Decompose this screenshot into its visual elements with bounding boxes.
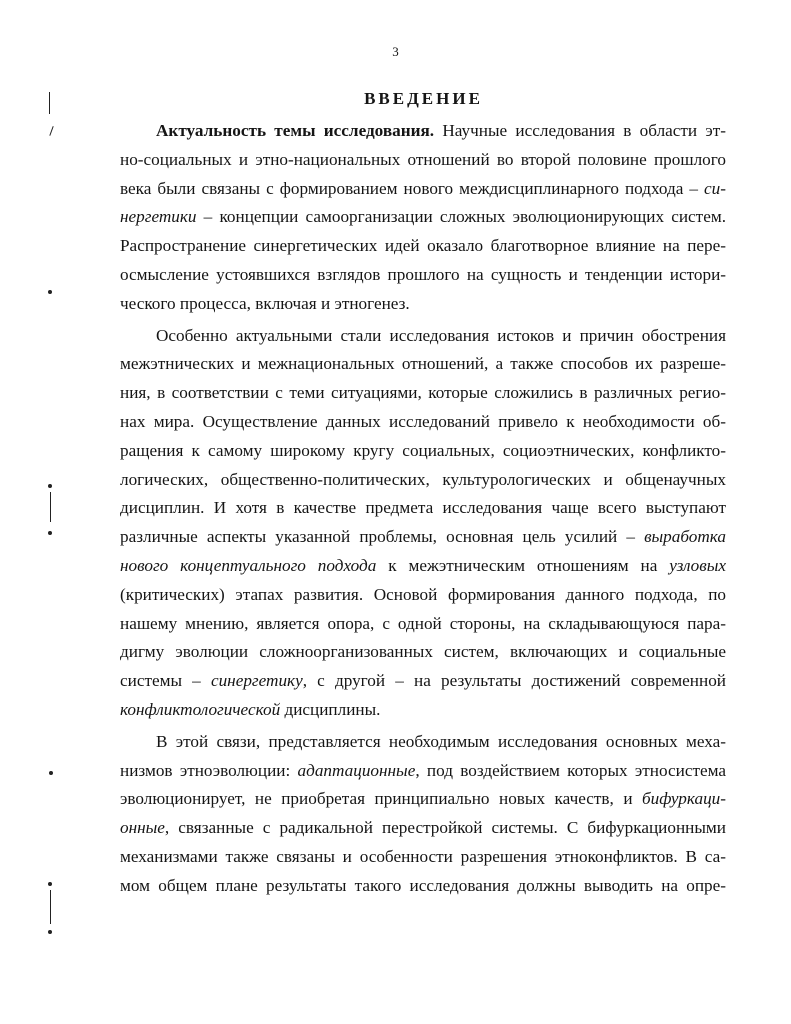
text-line <box>120 610 726 639</box>
text-run: дигму эволюции сложноорганизованных систем, включающих и социальные <box>120 642 726 662</box>
text-run: логических, общественно-политических, культурологических и общенаучных <box>120 469 726 489</box>
scan-mark <box>49 126 54 136</box>
text-run: , с другой – на результаты достижений современной <box>302 671 726 691</box>
text-run: – концепции самоорганизации сложных эволюционирующих систем. <box>196 207 726 227</box>
emphasis-text: узловых <box>669 555 726 575</box>
text-line <box>120 814 726 843</box>
text-line <box>120 117 726 146</box>
text-line <box>120 494 726 523</box>
emphasis-text: выработка <box>644 527 726 547</box>
text-line <box>120 667 726 696</box>
text-line <box>120 203 726 232</box>
text-line <box>120 872 726 901</box>
text-run: Особенно актуальными стали исследования истоков и причин обострения <box>156 325 726 345</box>
text-run: эволюционирует, не приобретая принципиально новых качеств, и <box>120 789 643 809</box>
emphasis-text: нового концептуального подхода <box>120 555 377 575</box>
text-run: века были связаны с формированием нового междисциплинарного подхода – <box>120 178 705 198</box>
text-run: мом общем плане результаты такого исследования должны выводить на опре- <box>120 875 726 895</box>
text-run: нах мира. Осуществление данных исследований привело к необходимости об- <box>120 411 726 431</box>
text-line <box>120 146 726 175</box>
text-run: дисциплины. <box>280 699 381 719</box>
text-line <box>120 322 726 351</box>
text-line <box>120 552 726 581</box>
text-run: ния, в соответствии с теми ситуациями, которые сложились в различных регио- <box>120 383 726 403</box>
body-text <box>120 117 726 901</box>
emphasis-text: онные <box>120 818 165 838</box>
scan-dot <box>48 290 52 294</box>
text-line <box>120 785 726 814</box>
text-run: дисциплин. И хотя в качестве предмета исследования чаще всего выступают <box>120 498 726 518</box>
scan-mark <box>49 92 50 114</box>
text-line <box>120 175 726 204</box>
emphasis-text: си- <box>704 178 726 198</box>
text-line <box>120 350 726 379</box>
emphasis-text: синергетику <box>210 671 303 691</box>
text-line <box>120 696 726 725</box>
text-run: межэтнических и межнациональных отношений, а также способов их разреше- <box>120 354 726 374</box>
text-line <box>120 379 726 408</box>
text-run: Научные исследования в области эт- <box>434 121 726 140</box>
text-line <box>120 290 726 319</box>
text-run: Распространение синергетических идей оказало благотворное влияние на пере- <box>120 236 726 256</box>
text-line <box>120 757 726 786</box>
text-run: ческого процесса, включая и этногенез. <box>120 293 410 313</box>
scan-mark <box>50 492 51 522</box>
text-line <box>120 261 726 290</box>
scan-dot <box>48 484 52 488</box>
text-run: (критических) этапах развития. Основой формирования данного подхода, по <box>120 584 726 604</box>
emphasis-text: адаптационные <box>297 760 416 780</box>
scan-dot <box>48 930 52 934</box>
text-run: различные аспекты указанной проблемы, основная цель усилий – <box>120 527 645 547</box>
scan-dot <box>48 882 52 886</box>
text-line <box>120 466 726 495</box>
paragraph <box>120 728 726 901</box>
scan-mark <box>50 890 51 924</box>
text-line <box>120 232 726 261</box>
text-line <box>120 638 726 667</box>
text-line <box>120 437 726 466</box>
text-line <box>120 581 726 610</box>
page-title: ВВЕДЕНИЕ <box>364 89 483 108</box>
text-line <box>120 843 726 872</box>
text-run: В этой связи, представляется необходимым исследования основных меха- <box>156 731 726 751</box>
text-line <box>120 523 726 552</box>
text-run: механизмами также связаны и особенности разрешения этноконфликтов. В са- <box>120 846 726 866</box>
text-run: , связанные с радикальной перестройкой системы. С бифуркационными <box>164 818 726 838</box>
section-lead: Актуальность темы исследования. <box>156 121 435 140</box>
text-run: системы – <box>120 671 211 691</box>
text-run: ращения к самому широкому кругу социальных, социоэтнических, конфликто- <box>120 440 726 460</box>
scan-dot <box>48 531 52 535</box>
emphasis-text: конфликтологической <box>120 699 281 719</box>
text-run: , под воздействием которых этносистема <box>415 760 726 780</box>
page-number: 3 <box>392 44 399 59</box>
text-line <box>120 728 726 757</box>
emphasis-text: нергетики <box>120 207 197 227</box>
text-run: к межэтническим отношениям на <box>376 555 670 575</box>
text-run: но-социальных и этно-национальных отношений во второй половине прошлого <box>120 149 726 169</box>
text-run: низмов этноэволюции: <box>120 760 298 780</box>
paragraph <box>120 322 726 725</box>
text-line <box>120 408 726 437</box>
text-run: нашему мнению, является опора, с одной стороны, на складывающуюся пара- <box>120 613 726 633</box>
text-run: осмысление устоявшихся взглядов прошлого на сущность и тенденции истори- <box>120 264 726 284</box>
paragraph <box>120 117 726 319</box>
scan-dot <box>49 771 53 775</box>
emphasis-text: бифуркаци- <box>642 789 726 809</box>
